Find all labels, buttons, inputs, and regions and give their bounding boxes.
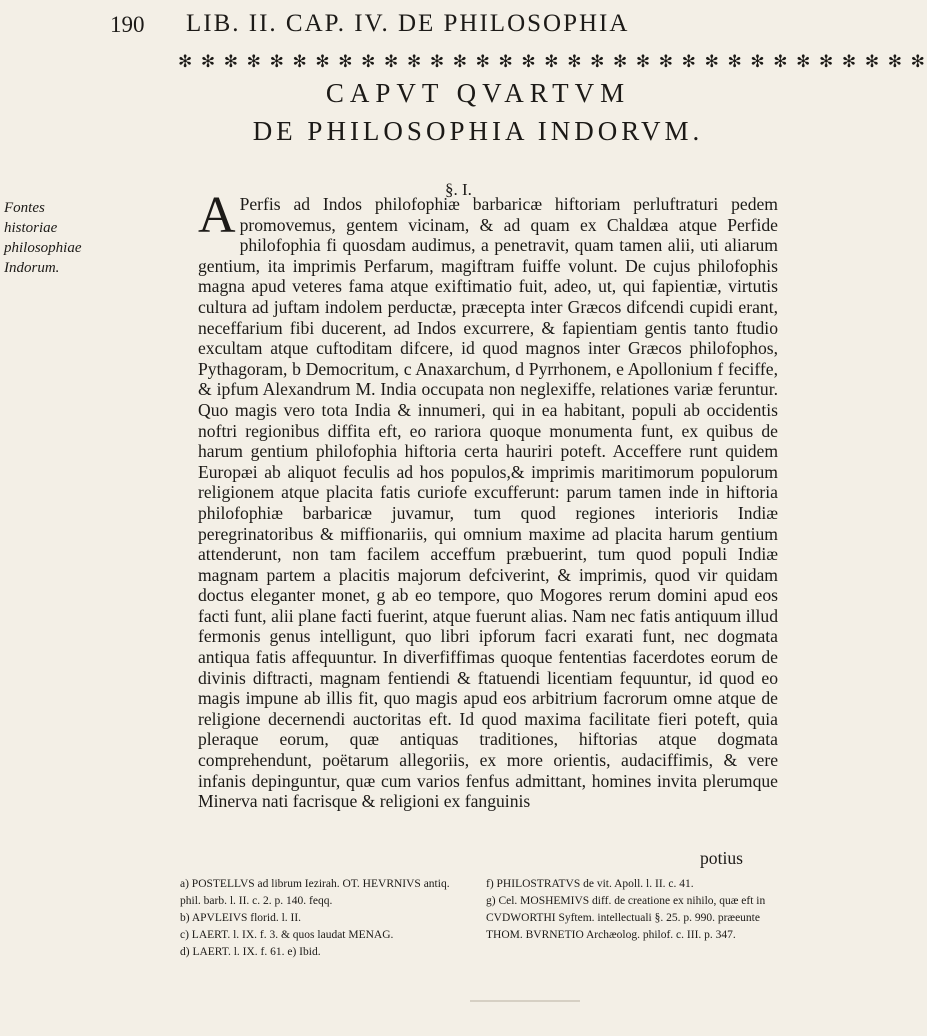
footnote: f) PHILOSTRATVS de vit. Apoll. l. II. c. 41. xyxy=(486,878,694,890)
running-title: LIB. II. CAP. IV. DE PHILOSOPHIA xyxy=(186,10,630,37)
footnote: c) LAERT. l. IX. f. 3. & quos laudat MENAG. xyxy=(180,929,394,941)
footnotes-right-column xyxy=(486,876,778,944)
running-header xyxy=(110,8,770,38)
margin-note: Fontes historiae philosophiae Indorum. xyxy=(4,200,82,276)
page-number: 190 xyxy=(110,12,145,37)
footnote: g) Cel. MOSHEMIVS diff. de creatione ex nihilo, quæ eft in CVDWORTHI Syftem. intellectuali §. 25. p. 990. præeunte THOM. BVRNETIO Archæolog. philof. c. III. p. 347. xyxy=(486,895,766,941)
footnote: d) LAERT. l. IX. f. 61. e) Ibid. xyxy=(180,946,321,958)
footnote: b) APVLEIVS florid. l. II. xyxy=(180,912,302,924)
paper-blemish xyxy=(470,1000,580,1002)
star-ornament-rule: ✻ ✻ ✻ ✻ ✻ ✻ ✻ ✻ ✻ ✻ ✻ ✻ ✻ ✻ ✻ ✻ ✻ ✻ ✻ ✻ ✻ ✻ ✻ ✻ ✻ ✻ ✻ ✻ ✻ ✻ ✻ ✻ ✻ xyxy=(178,52,927,71)
footnote: a) POSTELLVS ad librum Iezirah. OT. HEVRNIVS antiq. phil. barb. l. II. c. 2. p. 140. feqq. xyxy=(180,878,450,907)
body-text: Perfis ad Indos philofophiæ barbaricæ hiftoriam perluftraturi pedem promovemus, gentem vicinam, & ad quam ex Chaldæa atque Perfide philofophia fi quosdam audimus, a penetravit, quam tamen alii, uti aliarum gentium, ita imprimis Perfarum, magiftram fuiffe volunt. De cujus philofophis magna apud veteres fama atque exiftimatio fuit, adeo, ut, qui fapientiæ, virtutis cultura ad juftam indolem perductæ, præcepta inter Græcos difcendi cupidi erant, neceffarium fibi ducerent, ad Indos excurrere, & fapientiam gentis tanto ftudio excultam atque cuftoditam difcere, id quod magnos inter Græcos philofophos, Pythagoram, b Democritum, c Anaxarchum, d Pyrrhonem, e Apollonium f feciffe, & ipfum Alexandrum M. India occupata non neglexiffe, relationes variæ feruntur. Quo magis vero tota India & innumeri, qui in ea habitant, populi ab occidentis noftri regionibus diffita eft, eo rariora quoque monumenta funt, ex quibus de harum gentium philofophia hiftoria certa hauriri poteft. Acceffere runt quidem Europæi ab aliquot feculis ad hos populos,& imprimis maritimorum populorum religionem atque placita fatis curiofe excufferunt: parum tamen inde in hiftoria philofophiæ barbaricæ juvamur, tum quod regiones interioris Indiæ peregrinatoribus & miffionariis, qui omnium maxime ad placita harum gentium attenderunt, non tam facilem acceffum præbuerint, tum quod populi Indiæ magnam partem a placitis majorum defciverint, & imprimis, quod vir quidam doctus eleganter monet, g ab eo tempore, quo Mogores rerum domini apud eos facti funt, alii plane facti fuerint, atque fuerunt alias. Nam nec fatis antiquum illud fermonis genus intelligunt, quo libri ipforum facri exarati funt, nec dogmata antiqua fatis affequuntur. In diverfiffimas quoque fententias facerdotes eorum de divinis diftracti, magnam fentiendi & ftatuendi licentiam fequuntur, id quod eo magis impune ab illis fit, quo magis apud eos arbitrium facrorum omne atque de religione decernendi auctoritas eft. Id quod maxima facilitate fieri poteft, quia pleraque eorum, quæ antiquas traditiones, hiftorias atque dogmata comprehendunt, poëtarum allegoriis, ex more orientis, audaciffimis, & vere infanis depinguntur, quæ cum varios fenfus admittant, homines invita plerumque Minerva nati facrisque & religioni ex fanguinis xyxy=(198,194,778,812)
footnotes-left-column xyxy=(180,876,472,961)
chapter-number: CAPVT QVARTVM xyxy=(325,78,631,108)
drop-cap: A xyxy=(198,187,236,244)
catchword: potius xyxy=(700,848,744,868)
body-paragraph xyxy=(198,187,778,812)
section-mark: §. I. xyxy=(445,180,472,199)
chapter-title: DE PHILOSOPHIA INDORVM. xyxy=(252,116,704,146)
